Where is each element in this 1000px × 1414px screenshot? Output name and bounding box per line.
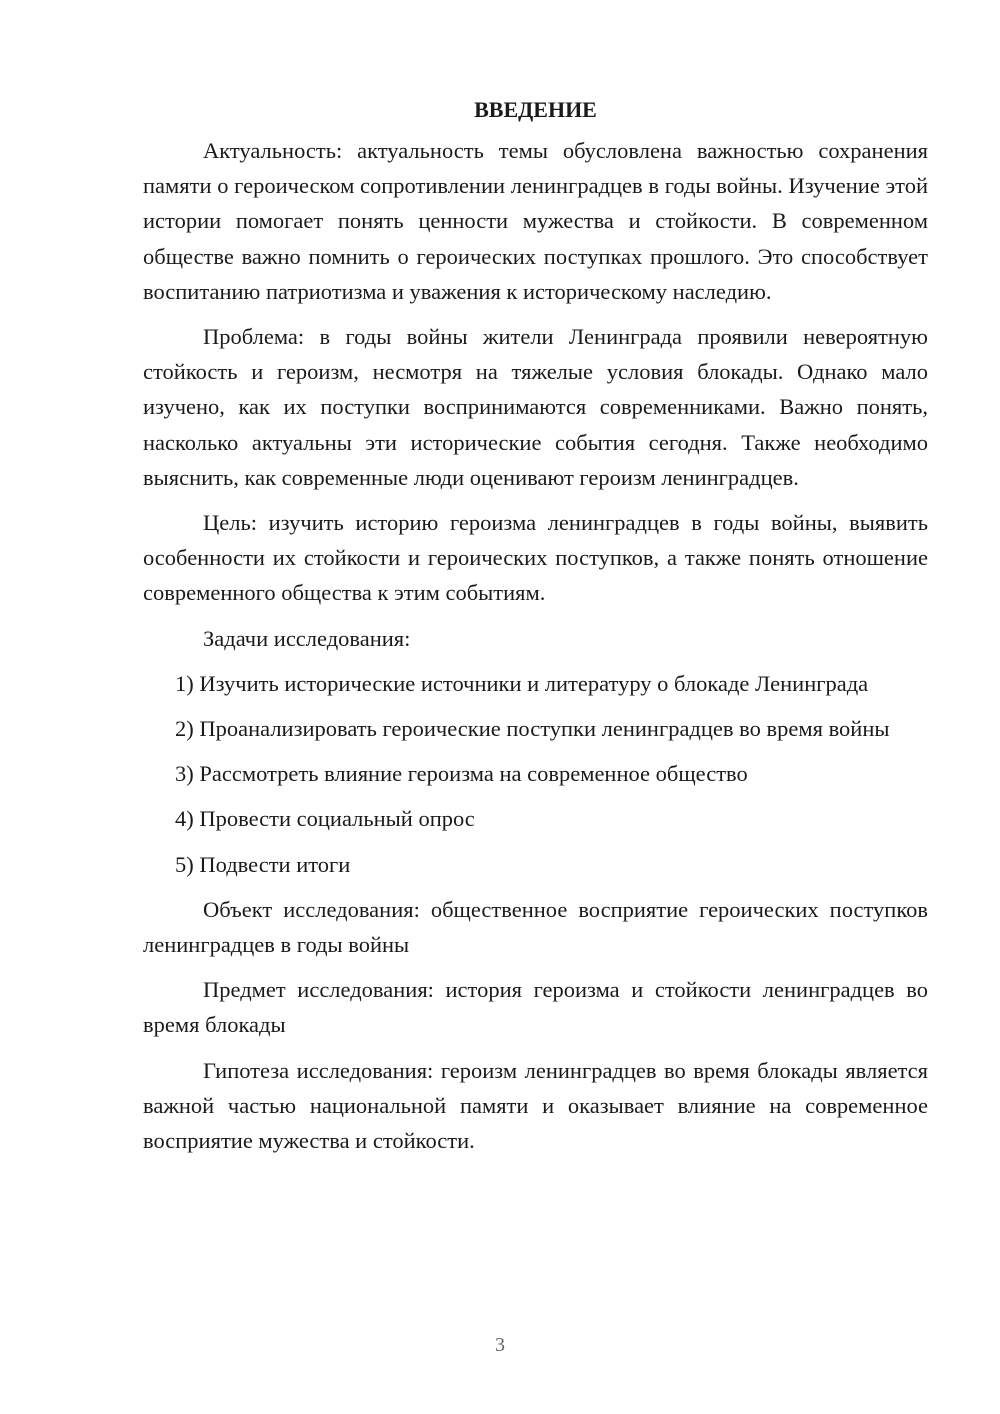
- relevance-paragraph: Актуальность: актуальность темы обусловлена важностью сохранения памяти о героическом сопротивлении ленинградцев в годы войны. Изучение этой истории помогает понять ценности мужества и стойкости. В современном обществе важно помнить о героических поступках прошлого. Это способствует воспитанию патриотизма и уважения к историческому наследию.: [143, 138, 928, 304]
- problem-paragraph: Проблема: в годы войны жители Ленинграда проявили невероятную стойкость и героизм, несмотря на тяжелые условия блокады. Однако мало изучено, как их поступки воспринимаются современниками. Важно понять, насколько актуальны эти исторические события сегодня. Также необходимо выяснить, как современные люди оценивают героизм ленинградцев.: [143, 324, 928, 490]
- task-item: 5) Подвести итоги: [175, 851, 351, 877]
- hypothesis-paragraph: Гипотеза исследования: героизм ленинградцев во время блокады является важной частью национальной памяти и оказывает влияние на современное восприятие мужества и стойкости.: [143, 1057, 928, 1154]
- task-item: 4) Провести социальный опрос: [175, 806, 475, 832]
- tasks-list: [143, 666, 928, 882]
- goal-paragraph: Цель: изучить историю героизма ленинградцев в годы войны, выявить особенности их стойкости и героических поступков, а также понять отношение современного общества к этим событиям.: [143, 510, 928, 606]
- page-number: 3: [495, 1334, 505, 1356]
- object-paragraph: Объект исследования: общественное восприятие героических поступков ленинградцев в годы войны: [143, 896, 928, 958]
- section-title: ВВЕДЕНИЕ: [474, 97, 597, 122]
- tasks-heading: Задачи исследования:: [203, 625, 411, 651]
- task-item: 3) Рассмотреть влияние героизма на современное общество: [175, 761, 748, 787]
- subject-paragraph: Предмет исследования: история героизма и стойкости ленинградцев во время блокады: [143, 977, 928, 1038]
- task-item: 1) Изучить исторические источники и литературу о блокаде Ленинграда: [175, 670, 869, 696]
- page-content: [143, 95, 928, 1168]
- task-item: 2) Проанализировать героические поступки ленинградцев во время войны: [175, 716, 890, 742]
